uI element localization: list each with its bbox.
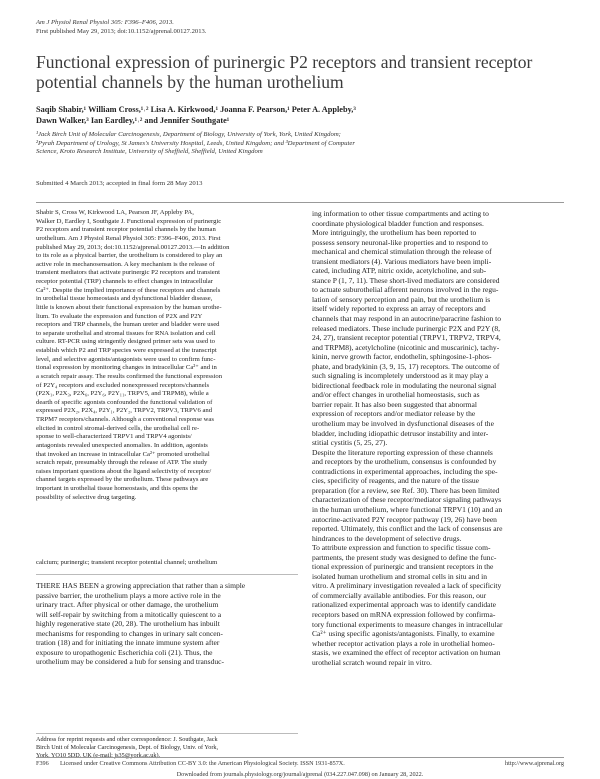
body-line: itself widely reported to express an array of receptors and: [312, 304, 486, 314]
body-line: autocrine-activated P2Y receptor pathway (19, 26) have been: [312, 514, 497, 524]
body-line: reported. Ultimately, this conflict and the lack of consensus are: [312, 524, 503, 534]
intro-line: urothelium may be considered a hub for sensing and transduc-: [36, 657, 224, 667]
body-line: urothelium may be involved in dysfunctional diseases of the: [312, 419, 494, 429]
body-line: coordinate physiological bladder function and responses.: [312, 218, 484, 228]
intro-line: passive barrier, the urothelium plays a more active role in the: [36, 590, 221, 600]
body-line: Ca²⁺ using specific agonists/antagonists. Finally, to examine: [312, 629, 495, 639]
abstract-line: TRPM7 receptors/channels. Although a conventional response was: [36, 416, 214, 423]
page-number: F396: [36, 760, 49, 767]
intro-line: tration (18) and for initiating the innate immune system after: [36, 638, 220, 648]
body-line: contradictions in experimental approaches, including the spe-: [312, 466, 498, 476]
body-line: to actuate suburothelial afferent neurons involved in the regu-: [312, 285, 499, 295]
introduction-left-column: [36, 581, 298, 667]
abstract-line: published May 29, 2013; doi:10.1152/ajprenal.00127.2013.—In addition: [36, 243, 230, 251]
abstract-line: sponse to well-characterized TRPV1 and TRPV4 agonists/: [36, 433, 192, 441]
abstract-line: expressed P2X₂, P2X₄, P2Y₁, P2Y₂, TRPV2, TRPV3, TRPV6 and: [36, 407, 213, 415]
abstract-line: active role in mechanosensation. A key mechanism is the release of: [36, 260, 215, 268]
correspondence-divider: [36, 733, 298, 734]
abstract-line: culture. RT-PCR using stringently designed primer sets was used to: [36, 338, 216, 346]
abstract-line: to separate urothelial and stromal tissues for RNA isolation and cell: [36, 329, 216, 337]
abstract-line: (P2X₁, P2X₃, P2X₆, P2Y₆, P2Y₁₁, TRPV5, and TRPM8), while a: [36, 390, 209, 398]
body-line: urothelial scratch wound repair in vitro.: [312, 657, 432, 667]
abstract-line: Walker D, Eardley I, Southgate J. Functional expression of purinergic: [36, 217, 222, 225]
abstract-line: transient mediators that activate purinergic P2 receptors and transient: [36, 269, 220, 277]
body-line: tory functional experiments to measure changes in intracellular: [312, 619, 503, 629]
body-line: mechanical and chemical stimulation through the release of: [312, 247, 492, 257]
body-line: released mediators. These include purinergic P2X and P2Y (8,: [312, 323, 501, 333]
keywords-line: calcium; purinergic; transient receptor potential channel; urothelium: [36, 559, 218, 566]
abstract-line: P2 receptors and transient receptor potential channels by the human: [36, 226, 216, 234]
intro-line: urinary tract. After physical or other damage, the urothelium: [36, 600, 219, 610]
submission-dates: Submitted 4 March 2013; accepted in final form 28 May 2013: [36, 180, 203, 187]
abstract-line: little is known about their functional expression by the human urothe-: [36, 303, 222, 311]
keywords: [36, 559, 298, 568]
title-line: Functional expression of purinergic P2 receptors and transient receptor: [36, 52, 533, 72]
header-divider: [36, 202, 564, 203]
body-line: More intriguingly, the urothelium has been reported to: [312, 228, 477, 238]
abstract-line: level, and selective agonists/antagonists were used to confirm func-: [36, 355, 216, 363]
body-line: characterization of these receptor/mediator signaling pathways: [312, 495, 502, 505]
abstract-line: channel targets expressed by the urothelium. These pathways are: [36, 476, 209, 484]
intro-line: highly regenerative state (20, 28). The urothelium has inbuilt: [36, 619, 220, 629]
body-line: kinin, nerve growth factor, endothelin, sphingosine-1-phos-: [312, 352, 492, 362]
body-line: phate, and bradykinin (3, 9, 15, 17) receptors. The outcome of: [312, 361, 500, 371]
article-title: [36, 52, 556, 92]
license-line: Licensed under Creative Commons Attribution CC-BY 3.0: the American Physiological Society. ISSN 1931-857X.: [60, 760, 345, 767]
abstract-line: to its role as a physical barrier, the urothelium is considered to play an: [36, 252, 223, 260]
body-line: To attribute expression and function to specific tissue com-: [312, 543, 491, 553]
body-line: in the human urothelium, where functional TRPV1 (10) and an: [312, 504, 503, 514]
body-line: hindrances to the development of selective drugs.: [312, 533, 462, 543]
body-line: such signaling is incompletely understood as it may play a: [312, 371, 489, 381]
body-line: transient mediators (4). Various mediators have been impli-: [312, 256, 492, 266]
correspondence-note: [36, 736, 298, 759]
keywords-divider: [36, 574, 298, 575]
journal-url[interactable]: http://www.ajprenal.org: [505, 760, 564, 767]
introduction-right-column: [312, 209, 564, 667]
body-line: tional expression of purinergic and transient receptors in the: [312, 562, 494, 572]
body-line: and TRPM8), acetylcholine (nicotinic and muscarinic), tachy-: [312, 342, 500, 352]
abstract-line: establish which P2 and TRP species were expressed at the transcript: [36, 347, 217, 354]
affiliations: [36, 131, 571, 157]
body-line: possess sensory neuronal-like properties and to respond to: [312, 237, 488, 247]
abstract-line: important in urothelial tissue homeostasis, and this opens the: [36, 485, 198, 492]
abstract-line: tional expression by monitoring changes in intracellular Ca²⁺ and in: [36, 364, 217, 372]
abstract-line: dearth of specific agonists confounded the functional validation of: [36, 398, 213, 406]
body-line: channels that may respond in an autocrine/paracrine fashion to: [312, 314, 502, 324]
body-line: of commercially available antibodies. For this reason, our: [312, 590, 487, 600]
body-line: barrier repair. It has also been suggested that abnormal: [312, 399, 477, 409]
journal-citation: Am J Physiol Renal Physiol 305: F396–F406, 2013.: [36, 19, 174, 26]
body-line: and/or effect changes in urothelial homeostasis, such as: [312, 390, 480, 400]
abstract-line: lium. To evaluate the expression and function of P2X and P2Y: [36, 312, 203, 320]
body-line: 24, 27), transient receptor potential (TRPV1, TRPV2, TRPV4,: [312, 333, 501, 343]
published-line: First published May 29, 2013; doi:10.1152/ajprenal.00127.2013.: [36, 27, 207, 35]
author-list: [36, 104, 571, 126]
body-line: ing information to other tissue compartments and acting to: [312, 209, 489, 218]
intro-line: THERE HAS BEEN a growing appreciation that rather than a simple: [36, 581, 246, 590]
author-line: Saqib Shabir,¹ William Cross,¹˒² Lisa A. Kirkwood,¹ Joanna F. Pearson,¹ Peter A. Appleby,³: [36, 105, 356, 114]
abstract-line: possibility of selective drug targeting.: [36, 493, 137, 501]
abstract-line: a scratch repair assay. The results confirmed the functional expression: [36, 372, 223, 380]
download-notice: Downloaded from journals.physiology.org/journal/ajprenal (034.227.047.098) on January 28, 2022.: [176, 771, 424, 778]
abstract-line: of P2Y₄ receptors and excluded nonexpressed receptors/channels: [36, 381, 210, 389]
abstract-line: elicited in control stromal-derived cells, the urothelial cell re-: [36, 424, 200, 432]
correspondence-line: York, YO10 5DD, UK (e-mail: js35@york.ac.uk).: [36, 751, 161, 759]
body-line: vitro. A preliminary investigation revealed a lack of specificity: [312, 581, 502, 591]
body-line: stance P (1, 7, 11). These short-lived mediators are considered: [312, 275, 500, 285]
abstract-line: that invoked an increase in intracellular Ca²⁺ promoted urothelial: [36, 450, 210, 458]
abstract-line: receptor potential (TRP) channels to effect changes in intracellular: [36, 278, 213, 285]
intro-line: will self-repair by switching from a mitotically quiescent to a: [36, 609, 222, 619]
body-line: bladder, including idiopathic detrusor instability and inter-: [312, 428, 489, 438]
body-line: Despite the literature reporting expression of these channels: [312, 447, 493, 457]
abstract-line: antagonists revealed unexpected anomalies. In addition, agonists: [36, 441, 208, 449]
running-header: [36, 19, 206, 36]
body-line: expression of receptors and/or mediator release by the: [312, 409, 476, 419]
body-line: partments, the present study was designed to define the func-: [312, 552, 497, 562]
body-line: stasis, we examined the effect of receptor activation on human: [312, 648, 501, 658]
body-line: whether receptor activation plays a role in urothelial homeo-: [312, 638, 495, 648]
intro-line: exposure to uropathogenic Escherichia coli (21). Thus, the: [36, 647, 213, 657]
abstract-line: urothelium. Am J Physiol Renal Physiol 305: F396–F406, 2013. First: [36, 234, 221, 242]
body-line: receptors based on mRNA expression followed by confirma-: [312, 609, 496, 619]
abstract-line: scratch repair, presumably through the release of ATP. The study: [36, 459, 208, 467]
body-line: stitial cystitis (5, 25, 27).: [312, 438, 388, 448]
correspondence-line: Birch Unit of Molecular Carcinogenesis, Dept. of Biology, Univ. of York,: [36, 743, 219, 751]
intro-line: mechanisms for responding to changes in urinary salt concen-: [36, 628, 223, 638]
affiliation-line: ¹Jack Birch Unit of Molecular Carcinogenesis, Department of Biology, University of York, York, United Kingdom;: [36, 131, 341, 138]
abstract-line: Ca²⁺. Despite the implied importance of these receptors and channels: [36, 286, 221, 294]
body-line: preparation (for a review, see Ref. 30). There has been limited: [312, 485, 500, 495]
abstract: [36, 209, 298, 502]
title-line: potential channels by the human urothelium: [36, 72, 344, 92]
body-line: bidirectional feedback role in modulating the neuronal signal: [312, 380, 497, 390]
body-line: rationalized experimental approach was to identify candidate: [312, 600, 496, 610]
body-line: and receptors by the urothelium, consensus is confounded by: [312, 457, 497, 467]
abstract-line: receptors and TRP channels, the human ureter and bladder were used: [36, 321, 220, 329]
affiliation-line: ²Pyrah Department of Urology, St James's University Hospital, Leeds, United Kingdom; and ³Department of Computer: [36, 139, 355, 147]
author-line: Dawn Walker,³ Ian Eardley,¹˒² and Jennifer Southgate¹: [36, 116, 230, 125]
correspondence-line: Address for reprint requests and other correspondence: J. Southgate, Jack: [36, 736, 218, 743]
abstract-line: raises important questions about the ligand selectivity of receptor/: [36, 467, 212, 475]
affiliation-line: Science, Kroto Research Institute, University of Sheffield, Sheffield, United Kingdom: [36, 148, 263, 156]
body-line: cies, specificity of reagents, and the nature of the tissue: [312, 476, 480, 486]
body-line: cated, including ATP, nitric oxide, acetylcholine, and sub-: [312, 266, 487, 276]
abstract-line: Shabir S, Cross W, Kirkwood LA, Pearson JF, Appleby PA,: [36, 209, 194, 216]
abstract-line: in urothelial tissue homeostasis and dysfunctional bladder disease,: [36, 295, 213, 303]
footer-divider: [36, 757, 564, 758]
body-line: isolated human urothelium and stromal cells in situ and in: [312, 571, 488, 581]
body-line: lation of sensory perception and pain, but the urothelium is: [312, 294, 491, 304]
